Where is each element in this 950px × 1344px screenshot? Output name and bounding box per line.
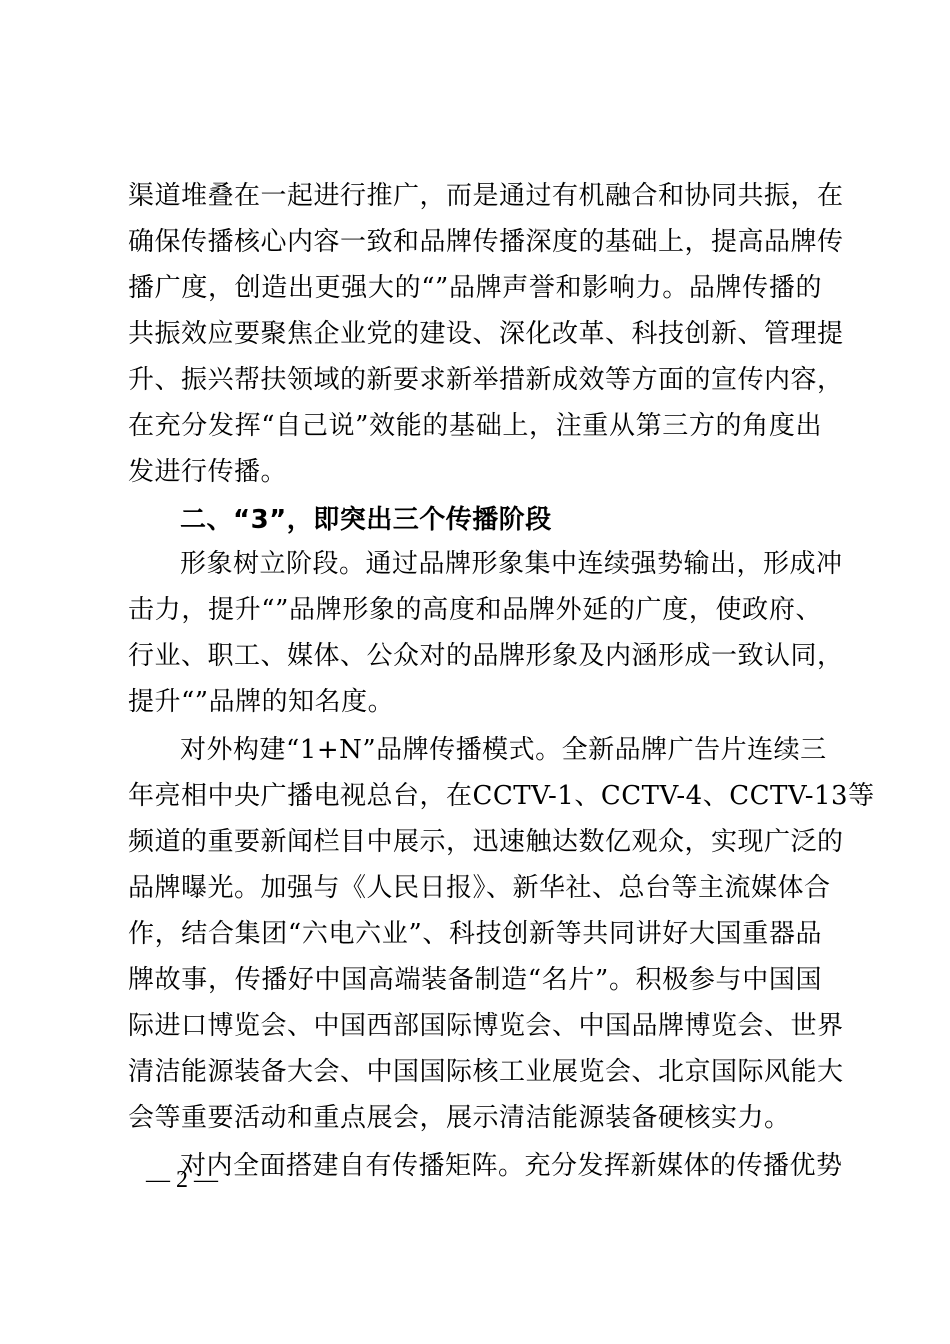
paragraph-first-line: 对内全面搭建自有传播矩阵。充分发挥新媒体的传播优势 bbox=[180, 1151, 843, 1181]
body-text-line: 渠道堆叠在一起进行推广，而是通过有机融合和协同共振，在 bbox=[128, 181, 844, 211]
body-text-line: 播广度，创造出更强大的“”品牌声誉和影响力。品牌传播的 bbox=[128, 273, 822, 303]
body-text-line: 行业、职工、媒体、公众对的品牌形象及内涵形成一致认同， bbox=[128, 641, 844, 671]
paragraph-first-line: 对外构建“1+N”品牌传播模式。全新品牌广告片连续三 bbox=[180, 735, 827, 765]
body-text-line: 品牌曝光。加强与《人民日报》、新华社、总台等主流媒体合 bbox=[128, 873, 831, 903]
body-text-line: 发进行传播。 bbox=[128, 457, 288, 487]
page-number: — 2 — bbox=[146, 1167, 218, 1193]
body-text-line: 年亮相中央广播电视总台，在CCTV-1、CCTV-4、CCTV-13等 bbox=[128, 781, 875, 811]
body-text-line: 共振效应要聚焦企业党的建设、深化改革、科技创新、管理提 bbox=[128, 319, 844, 349]
body-text-line: 确保传播核心内容一致和品牌传播深度的基础上，提高品牌传 bbox=[128, 227, 844, 257]
section-heading: 二、“3”，即突出三个传播阶段 bbox=[180, 505, 552, 535]
body-text-line: 提升“”品牌的知名度。 bbox=[128, 687, 395, 717]
body-text-line: 升、振兴帮扶领域的新要求新举措新成效等方面的宣传内容， bbox=[128, 365, 844, 395]
body-text-line: 击力，提升“”品牌形象的高度和品牌外延的广度，使政府、 bbox=[128, 595, 822, 625]
paragraph-first-line: 形象树立阶段。通过品牌形象集中连续强势输出，形成冲 bbox=[180, 549, 843, 579]
body-text-line: 在充分发挥“自己说”效能的基础上，注重从第三方的角度出 bbox=[128, 411, 822, 441]
body-text-line: 频道的重要新闻栏目中展示，迅速触达数亿观众，实现广泛的 bbox=[128, 827, 844, 857]
body-text-line: 牌故事，传播好中国高端装备制造“名片”。积极参与中国国 bbox=[128, 965, 822, 995]
body-text-line: 会等重要活动和重点展会，展示清洁能源装备硬核实力。 bbox=[128, 1103, 791, 1133]
body-text-line: 际进口博览会、中国西部国际博览会、中国品牌博览会、世界 bbox=[128, 1011, 844, 1041]
body-text-line: 清洁能源装备大会、中国国际核工业展览会、北京国际风能大 bbox=[128, 1057, 844, 1087]
body-text-line: 作，结合集团“六电六业”、科技创新等共同讲好大国重器品 bbox=[128, 919, 822, 949]
